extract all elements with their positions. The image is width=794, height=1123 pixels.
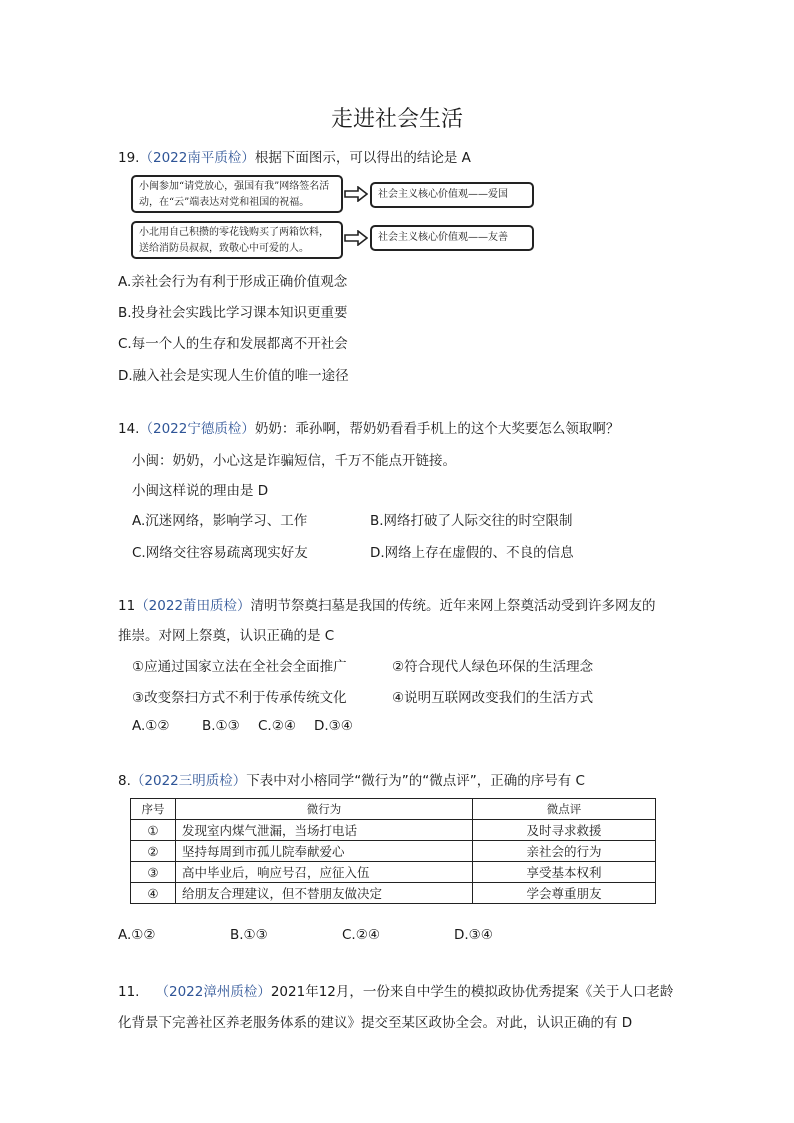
table-cell: 坚持每周到市孤儿院奉献爱心	[176, 841, 473, 862]
table-cell: 亲社会的行为	[473, 841, 656, 862]
q14-source: （2022宁德质检）	[139, 421, 255, 437]
q14-option-a: A.沉迷网络，影响学习、工作	[132, 513, 308, 529]
q8-option-d: D.③④	[454, 927, 493, 943]
table-row	[131, 820, 656, 841]
q11a-item-2: ②符合现代人绿色环保的生活理念	[392, 659, 594, 675]
q8-option-b: B.①③	[230, 927, 268, 943]
table-header-row	[131, 799, 656, 820]
q19-box2-result: 社会主义核心价值观——友善	[370, 225, 534, 251]
table-cell: 及时寻求救援	[473, 820, 656, 841]
table-cell: 享受基本权利	[473, 862, 656, 883]
q11a-item-4: ④说明互联网改变我们的生活方式	[392, 690, 594, 706]
q19-option-b: B.投身社会实践比学习课本知识更重要	[118, 305, 348, 321]
q19-box1: 小闽参加“请党放心，强国有我”网络签名活动，在“云”端表达对党和祖国的祝福。	[131, 175, 343, 213]
table-cell: ③	[131, 862, 176, 883]
q8-table	[130, 798, 656, 904]
q19-option-d: D.融入社会是实现人生价值的唯一途径	[118, 368, 349, 384]
q19-box2: 小北用自己积攒的零花钱购买了两箱饮料，送给消防员叔叔，致敬心中可爱的人。	[131, 221, 343, 259]
q11a-option-d: D.③④	[314, 718, 353, 734]
q14-option-c: C.网络交往容易疏离现实好友	[132, 545, 308, 561]
q14-option-b: B.网络打破了人际交往的时空限制	[370, 513, 573, 529]
q11a-item-1: ①应通过国家立法在全社会全面推广	[132, 659, 347, 675]
q19-stem: 19.（2022南平质检）根据下面图示，可以得出的结论是 A	[118, 150, 471, 166]
q11a-option-c: C.②④	[258, 718, 296, 734]
q11a-item-3: ③改变祭扫方式不利于传承传统文化	[132, 690, 347, 706]
table-header: 微点评	[473, 799, 656, 820]
q11b-stem: 11. （2022漳州质检）2021年12月，一份来自中学生的模拟政协优秀提案《关于人口老龄	[118, 984, 674, 1000]
table-cell: ②	[131, 841, 176, 862]
table-row	[131, 883, 656, 904]
q11a-question: 推崇。对网上祭奠，认识正确的是 C	[118, 628, 335, 644]
q11a-option-b: B.①③	[202, 718, 240, 734]
q11a-source: （2022莆田质检）	[135, 598, 251, 614]
q19-option-a: A.亲社会行为有利于形成正确价值观念	[118, 274, 348, 290]
q11a-stem: 11（2022莆田质检）清明节祭奠扫墓是我国的传统。近年来网上祭奠活动受到许多网友的	[118, 598, 656, 614]
q14-dialogue: 小闽：奶奶，小心这是诈骗短信，千万不能点开链接。	[132, 453, 456, 469]
table-header: 序号	[131, 799, 176, 820]
q8-option-c: C.②④	[342, 927, 380, 943]
q8-source: （2022三明质检）	[130, 773, 247, 789]
table-cell: 给朋友合理建议，但不替朋友做决定	[176, 883, 473, 904]
table-row	[131, 841, 656, 862]
q19-option-c: C.每一个人的生存和发展都离不开社会	[118, 336, 348, 352]
q14-option-d: D.网络上存在虚假的、不良的信息	[370, 545, 574, 561]
page-title: 走进社会生活	[330, 107, 463, 132]
q8-option-a: A.①②	[118, 927, 156, 943]
arrow-right-icon	[344, 186, 368, 202]
table-cell: ④	[131, 883, 176, 904]
arrow-right-icon	[344, 230, 368, 246]
table-row	[131, 862, 656, 883]
table-cell: 高中毕业后，响应号召，应征入伍	[176, 862, 473, 883]
q11a-option-a: A.①②	[132, 718, 170, 734]
q19-box1-result: 社会主义核心价值观——爱国	[370, 182, 534, 208]
q14-stem: 14.（2022宁德质检）奶奶：乖孙啊，帮奶奶看看手机上的这个大奖要怎么领取啊？	[118, 421, 620, 437]
table-header: 微行为	[176, 799, 473, 820]
q19-source: （2022南平质检）	[139, 150, 255, 166]
table-cell: 发现室内煤气泄漏，当场打电话	[176, 820, 473, 841]
q8-stem: 8.（2022三明质检）下表中对小榕同学“微行为”的“微点评”，正确的序号有 C	[118, 773, 585, 789]
q11b-source: （2022漳州质检）	[155, 984, 271, 1000]
q14-question: 小闽这样说的理由是 D	[132, 483, 269, 499]
q11b-question: 化背景下完善社区养老服务体系的建议》提交至某区政协全会。对此，认识正确的有 D	[118, 1015, 633, 1031]
table-cell: ①	[131, 820, 176, 841]
table-cell: 学会尊重朋友	[473, 883, 656, 904]
